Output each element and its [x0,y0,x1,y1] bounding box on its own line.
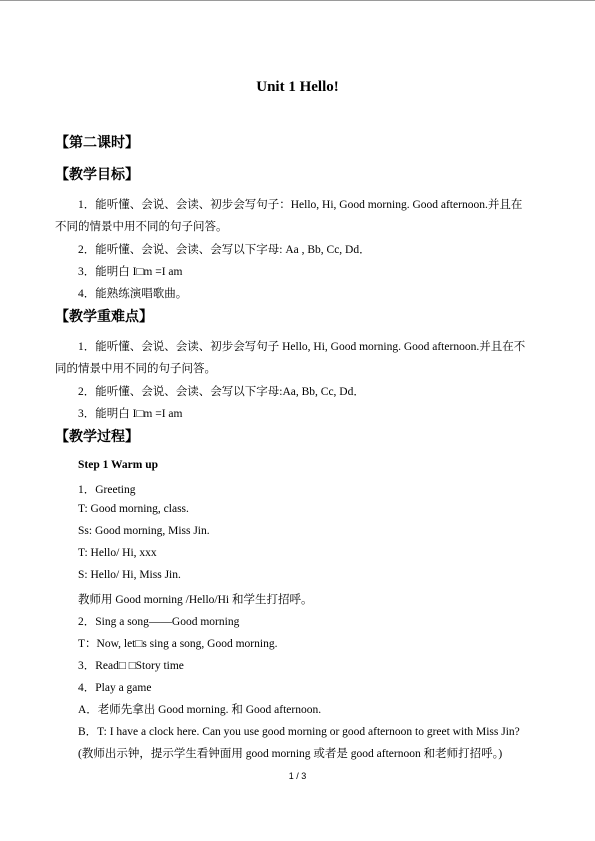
process-line: 教师用 Good morning /Hello/Hi 和学生打招呼。 [78,594,313,606]
top-rule [0,0,595,1]
goal-line: 2．能听懂、会说、会读、会写以下字母: Aa , Bb, Cc, Dd． [78,244,371,256]
process-line: S: Hello/ Hi, Miss Jin. [78,569,181,581]
key-point-line: 同的情景中用不同的句子问答。 [55,363,216,375]
key-point-line: 2．能听懂、会说、会读、会写以下字母:Aa, Bb, Cc, Dd． [78,386,365,398]
key-point-line: 1．能听懂、会说、会读、初步会写句子 Hello, Hi, Good morning. Good afternoon.并且在不 [78,341,526,353]
heading-lesson: 【第二课时】 [55,135,139,151]
goal-line: 不同的情景中用不同的句子问答。 [55,221,228,233]
process-line: 1．Greeting [78,484,136,496]
heading-process: 【教学过程】 [55,429,139,445]
process-line: 4．Play a game [78,682,152,694]
process-line: Ss: Good morning, Miss Jin. [78,525,210,537]
process-line: T: Good morning, class. [78,503,189,515]
heading-goals: 【教学目标】 [55,167,139,183]
process-line: 3．Read□ □Story time [78,660,184,672]
process-line: 2．Sing a song——Good morning [78,616,240,628]
goal-line: 4．能熟练演唱歌曲。 [78,288,188,300]
heading-key-points: 【教学重难点】 [55,309,153,325]
step-title: Step 1 Warm up [78,459,158,471]
page-title: Unit 1 Hello! [256,79,339,95]
process-line: (教师出示钟，提示学生看钟面用 good morning 或者是 good afternoon 和老师打招呼。) [78,748,503,760]
page-number: 1 / 3 [288,771,307,781]
goal-line: 3．能明白 I□m =I am [78,266,183,278]
process-line: B．T: I have a clock here. Can you use good morning or good afternoon to greet with Miss Jin? [78,726,520,738]
goal-line: 1．能听懂、会说、会读、初步会写句子：Hello, Hi, Good morning. Good afternoon.并且在 [78,199,523,211]
process-line: T：Now, let□s sing a song, Good morning. [78,638,278,650]
process-line: A．老师先拿出 Good morning. 和 Good afternoon. [78,704,322,716]
key-point-line: 3．能明白 I□m =I am [78,408,183,420]
process-line: T: Hello/ Hi, xxx [78,547,157,559]
